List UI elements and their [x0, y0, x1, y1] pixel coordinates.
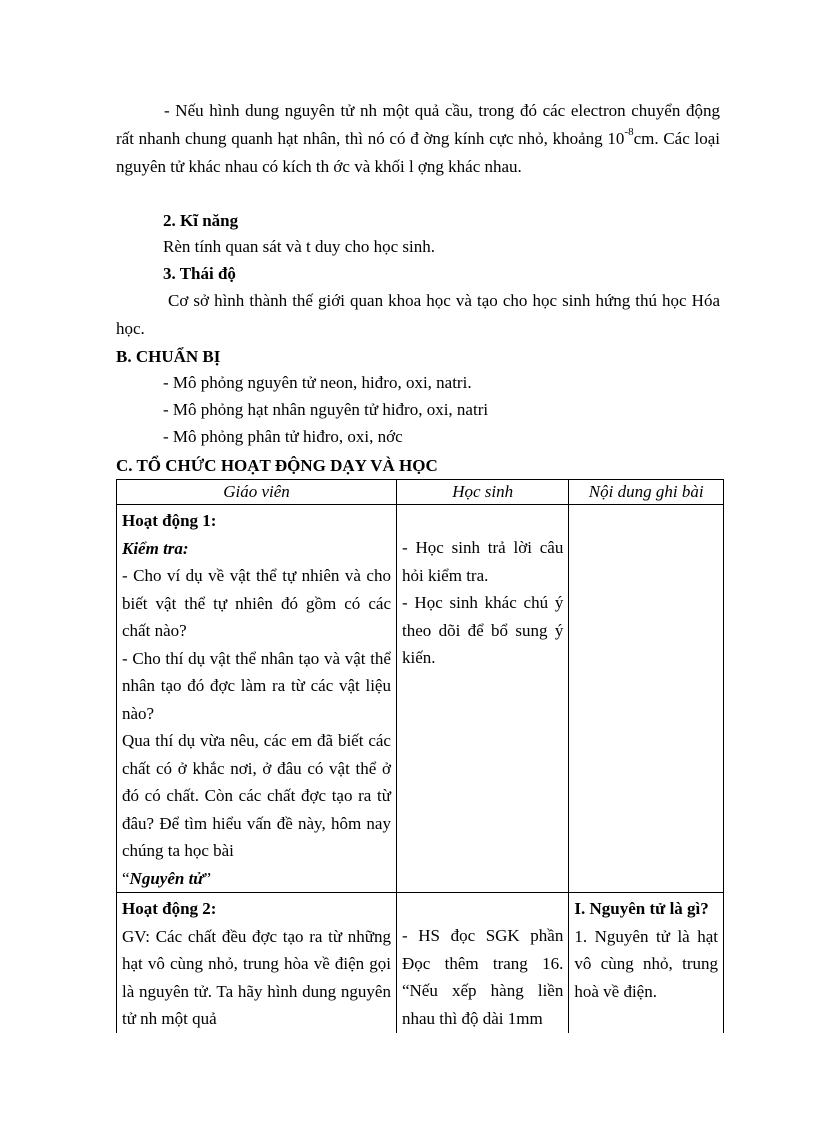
student-cell — [396, 505, 568, 893]
attitude-heading: 3. Thái độ — [163, 264, 236, 283]
teacher-text: - Cho thí dụ vật thể nhân tạo và vật thể nhân tạo đó đợc làm ra từ các vật liệu nào? — [122, 648, 391, 723]
attitude-text: Cơ sở hình thành thế giới quan khoa học và tạo cho học sinh hứng thú học Hóa học. — [116, 291, 720, 338]
student-text: - Học sinh trả lời câu hỏi kiểm tra. — [401, 538, 564, 585]
student-text: - HS đọc SGK phần Đọc thêm trang 16. “Nếu xếp hàng liền nhau thì độ dài 1mm — [401, 926, 564, 1028]
activity-title: Hoạt động 1: — [122, 511, 217, 530]
header-content: Nội dung ghi bài — [569, 480, 724, 505]
skills-heading: 2. Kĩ năng — [163, 211, 239, 230]
prep-item: - Mô phỏng hạt nhân nguyên tử hiđro, oxi, natri — [163, 400, 489, 419]
exponent: -8 — [624, 126, 634, 139]
prep-item: - Mô phỏng phân tử hiđro, oxi, nớc — [163, 427, 403, 446]
teacher-cell: Hoạt động 1: Kiểm tra: - Cho ví dụ về vật thể tự nhiên và cho biết vật thể tự nhiên đó gồm có các chất nào? - Cho thí dụ vật thể nhân tạo và vật thể nhân tạo đó đợc làm ra từ các vật liệu nào? Qua thí dụ vừa nêu, các em đã biết các chất có ở khắc nơi, ở đâu có vật thể ở đó có chất. Còn các chất đợc tạo ra từ đâu? Để tìm hiểu vấn đề này, hôm nay chúng ta học bài “Nguyên tử” — [117, 505, 397, 893]
lesson-title: Nguyên tử — [129, 868, 204, 888]
prep-item: - Mô phỏng nguyên tử neon, hiđro, oxi, natri. — [163, 373, 472, 392]
activity-subtitle: Kiểm tra: — [122, 538, 189, 558]
teacher-cell — [117, 893, 397, 1033]
org-heading: C. TỔ CHỨC HOẠT ĐỘNG DẠY VÀ HỌC — [116, 456, 438, 475]
intro-paragraph: - Nếu hình dung nguyên tử nh một quả cầu, trong đó các electron chuyển động rất nhanh chung quanh hạt nhân, thì nó có đ ờng kính cực nhỏ, khoảng $10^{-8}cm$. Các loại nguyên tử khác nhau có kích th ớc và khối l ợng khác nhau. — [116, 101, 720, 176]
content-cell — [569, 893, 724, 1033]
table-row — [117, 505, 724, 893]
student-cell — [396, 893, 568, 1033]
table-header-row — [117, 480, 724, 505]
content-text: 1. Nguyên tử là hạt vô cùng nhỏ, trung hoà về điện. — [574, 926, 718, 1001]
content-title: I. Nguyên tử là gì? — [574, 899, 709, 918]
table-row — [117, 893, 724, 1033]
teacher-text: - Cho ví dụ về vật thể tự nhiên và cho biết vật thể tự nhiên đó gồm có các chất nào? — [122, 566, 391, 640]
content-cell — [569, 505, 724, 893]
prep-heading: B. CHUẨN BỊ — [116, 347, 221, 366]
student-text: - Học sinh khác chú ý theo dõi để bổ sung ý kiến. — [401, 593, 564, 667]
skills-text: Rèn tính quan sát và t duy cho học sinh. — [163, 237, 435, 256]
header-teacher: Giáo viên — [117, 480, 397, 505]
header-student: Học sinh — [396, 480, 568, 505]
teacher-text: GV: Các chất đều đợc tạo ra từ những hạt vô cùng nhỏ, trung hòa về điện gọi là nguyên tử. Ta hãy hình dung nguyên tử nh một quả — [122, 926, 391, 1028]
activity-table — [116, 479, 724, 1033]
activity-title: Hoạt động 2: — [122, 899, 217, 918]
teacher-text: Qua thí dụ vừa nêu, các em đã biết các chất có ở khắc nơi, ở đâu có vật thể ở đó có chất. Còn các chất đợc tạo ra từ đâu? Để tìm hiểu vấn đề này, hôm nay chúng ta học bài — [122, 731, 391, 860]
